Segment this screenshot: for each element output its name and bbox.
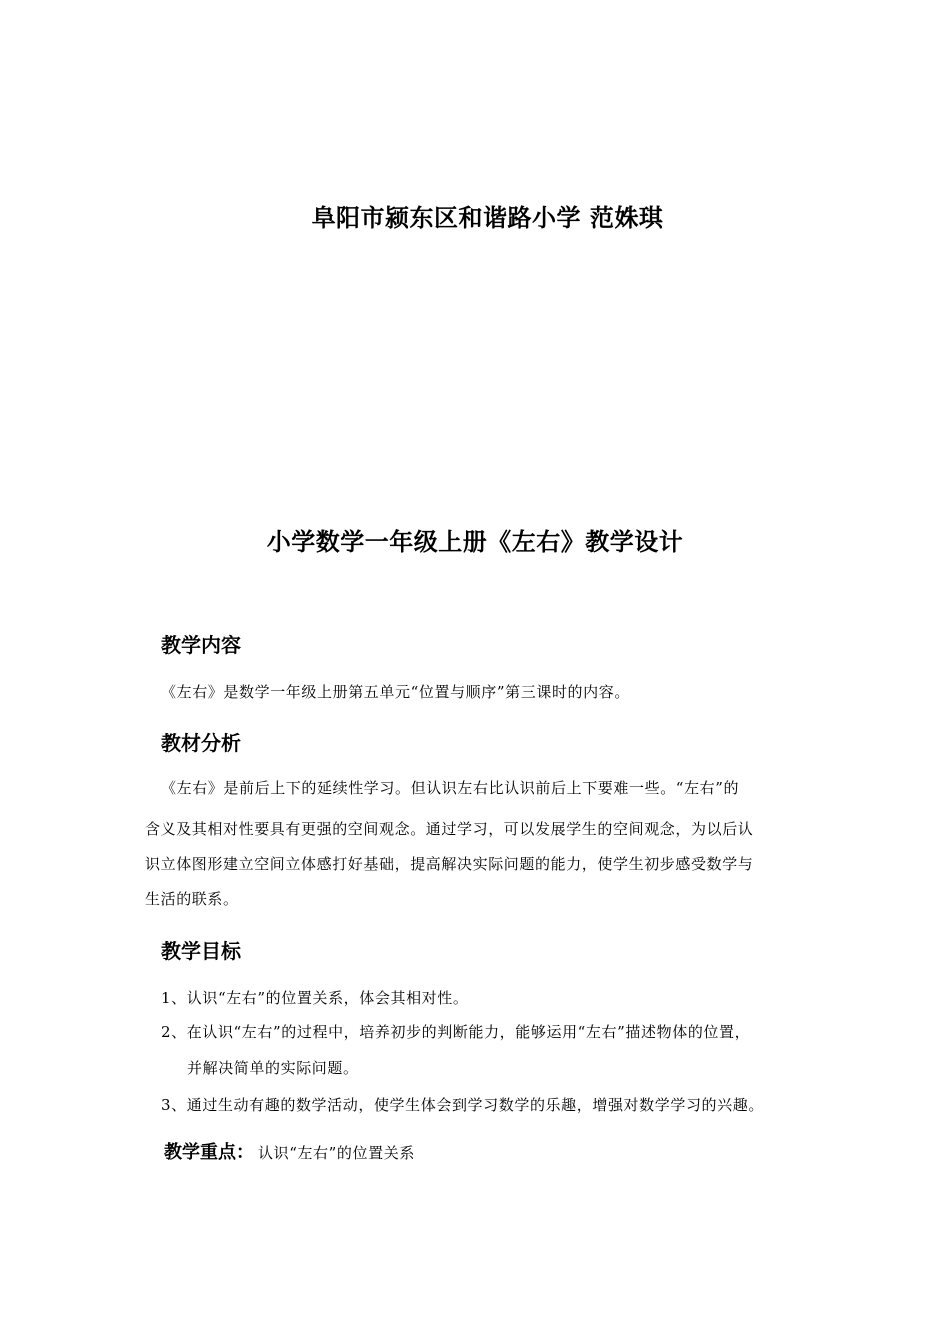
key-point-row bbox=[164, 1138, 415, 1164]
analysis-line-4: 生活的联系。 bbox=[145, 890, 239, 908]
section-heading-content: 教学内容 bbox=[161, 633, 241, 657]
objective-item-1: 1、认识“左右”的位置关系，体会其相对性。 bbox=[161, 989, 469, 1007]
key-point-text: 认识“左右”的位置关系 bbox=[258, 1144, 415, 1162]
analysis-line-3: 识立体图形建立空间立体感打好基础，提高解决实际问题的能力，使学生初步感受数学与 bbox=[145, 855, 754, 873]
analysis-line-1: 《左右》是前后上下的延续性学习。但认识左右比认识前后上下要难一些。“左右”的 bbox=[161, 779, 740, 797]
content-paragraph: 《左右》是数学一年级上册第五单元“位置与顺序”第三课时的内容。 bbox=[161, 683, 630, 701]
document-title: 小学数学一年级上册《左右》教学设计 bbox=[266, 528, 684, 556]
key-point-label: 教学重点： bbox=[164, 1142, 254, 1163]
objective-item-3: 3、通过生动有趣的数学活动，使学生体会到学习数学的乐趣，增强对数学学习的兴趣。 bbox=[161, 1096, 764, 1114]
analysis-line-2: 含义及其相对性要具有更强的空间观念。通过学习，可以发展学生的空间观念，为以后认 bbox=[145, 820, 754, 838]
objective-item-2-continued: 并解决简单的实际问题。 bbox=[187, 1059, 359, 1077]
section-heading-analysis: 教材分析 bbox=[161, 731, 241, 755]
objective-item-2: 2、在认识“左右”的过程中，培养初步的判断能力，能够运用“左右”描述物体的位置， bbox=[161, 1023, 751, 1041]
author-line: 阜阳市颍东区和谐路小学 范姝琪 bbox=[311, 204, 664, 232]
section-heading-objectives: 教学目标 bbox=[161, 939, 241, 963]
